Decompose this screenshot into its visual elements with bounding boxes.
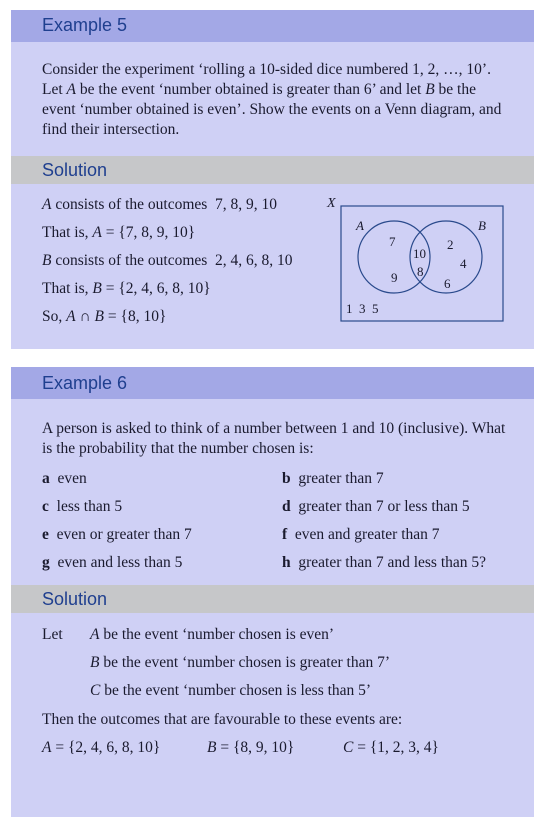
- part-letter: c: [42, 498, 49, 515]
- solution-line-3: B consists of the outcomes 2, 4, 6, 8, 10: [42, 252, 293, 269]
- part-h: [282, 554, 486, 572]
- part-letter: e: [42, 526, 49, 543]
- solution-line-2: That is, A = {7, 8, 9, 10}: [42, 224, 196, 241]
- part-text: greater than 7 and less than 5?: [298, 554, 487, 571]
- example-5-box: [11, 10, 534, 349]
- part-text: even or greater than 7: [56, 526, 192, 543]
- venn-set-b-label: B: [478, 218, 486, 233]
- part-e: [42, 526, 192, 544]
- set-c: [343, 739, 439, 757]
- solution-line-1: A consists of the outcomes 7, 8, 9, 10: [42, 196, 278, 213]
- part-letter: f: [282, 526, 288, 543]
- example-5-question: Consider the experiment ‘rolling a 10-sided dice numbered 1, 2, …, 10’. Let A be the event ‘number obtained is greater than 6’ and let B be the event ‘number obtained is even’. Show the events on a Venn diagram, and find their intersection.: [42, 61, 502, 138]
- venn-diagram: [323, 194, 508, 324]
- set-values: = {1, 2, 3, 4}: [353, 739, 439, 756]
- example-6-solution-title: Solution: [11, 585, 534, 613]
- part-c: [42, 498, 122, 516]
- set-values: = {8, 9, 10}: [216, 739, 295, 756]
- event-symbol: B: [90, 654, 100, 671]
- part-letter: a: [42, 470, 50, 487]
- example-6-title: Example 6: [11, 367, 534, 399]
- example-5-solution-title: Solution: [11, 156, 534, 184]
- example-6-question: A person is asked to think of a number between 1 and 10 (inclusive). What is the probability that the number chosen is:: [42, 420, 506, 457]
- part-text: even and greater than 7: [294, 526, 440, 543]
- example-6-box: [11, 367, 534, 817]
- venn-b-only-4: 4: [460, 256, 467, 271]
- set-symbol: C: [343, 739, 354, 756]
- part-d: [282, 498, 470, 516]
- part-a: [42, 470, 87, 488]
- venn-intersection-8: 8: [417, 264, 424, 279]
- venn-intersection-10: 10: [413, 246, 426, 261]
- part-letter: b: [282, 470, 291, 487]
- event-a-definition: [90, 626, 334, 644]
- venn-outside-values: 1 3 5: [346, 301, 379, 316]
- part-letter: h: [282, 554, 291, 571]
- event-symbol: A: [90, 626, 100, 643]
- event-text: be the event ‘number chosen is less than 5’: [100, 682, 372, 699]
- set-symbol: A: [42, 739, 52, 756]
- part-text: less than 5: [56, 498, 123, 515]
- event-text: be the event ‘number chosen is even’: [99, 626, 335, 643]
- venn-b-only-2: 2: [447, 237, 454, 252]
- venn-a-only-7: 7: [389, 234, 396, 249]
- part-letter: g: [42, 554, 50, 571]
- set-symbol: B: [207, 739, 217, 756]
- event-symbol: C: [90, 682, 101, 699]
- part-text: even: [57, 470, 87, 487]
- part-f: [282, 526, 440, 544]
- venn-a-only-9: 9: [391, 270, 398, 285]
- part-text: greater than 7: [298, 470, 384, 487]
- venn-set-a-label: A: [356, 218, 364, 233]
- event-b-definition: [90, 654, 390, 672]
- example-5-title: Example 5: [11, 10, 534, 42]
- event-text: be the event ‘number chosen is greater than 7’: [99, 654, 390, 671]
- let-word: Let: [42, 626, 63, 643]
- venn-universe-label: X: [327, 196, 336, 211]
- then-line: Then the outcomes that are favourable to these events are:: [42, 711, 403, 728]
- part-text: greater than 7 or less than 5: [298, 498, 470, 515]
- part-b: [282, 470, 384, 488]
- set-a: [42, 739, 160, 757]
- set-b: [207, 739, 294, 757]
- part-letter: d: [282, 498, 291, 515]
- venn-b-only-6: 6: [444, 276, 451, 291]
- event-c-definition: [90, 682, 371, 700]
- solution-line-4: That is, B = {2, 4, 6, 8, 10}: [42, 280, 211, 297]
- part-text: even and less than 5: [57, 554, 183, 571]
- set-values: = {2, 4, 6, 8, 10}: [51, 739, 161, 756]
- part-g: [42, 554, 182, 572]
- solution-line-5: So, A ∩ B = {8, 10}: [42, 308, 167, 325]
